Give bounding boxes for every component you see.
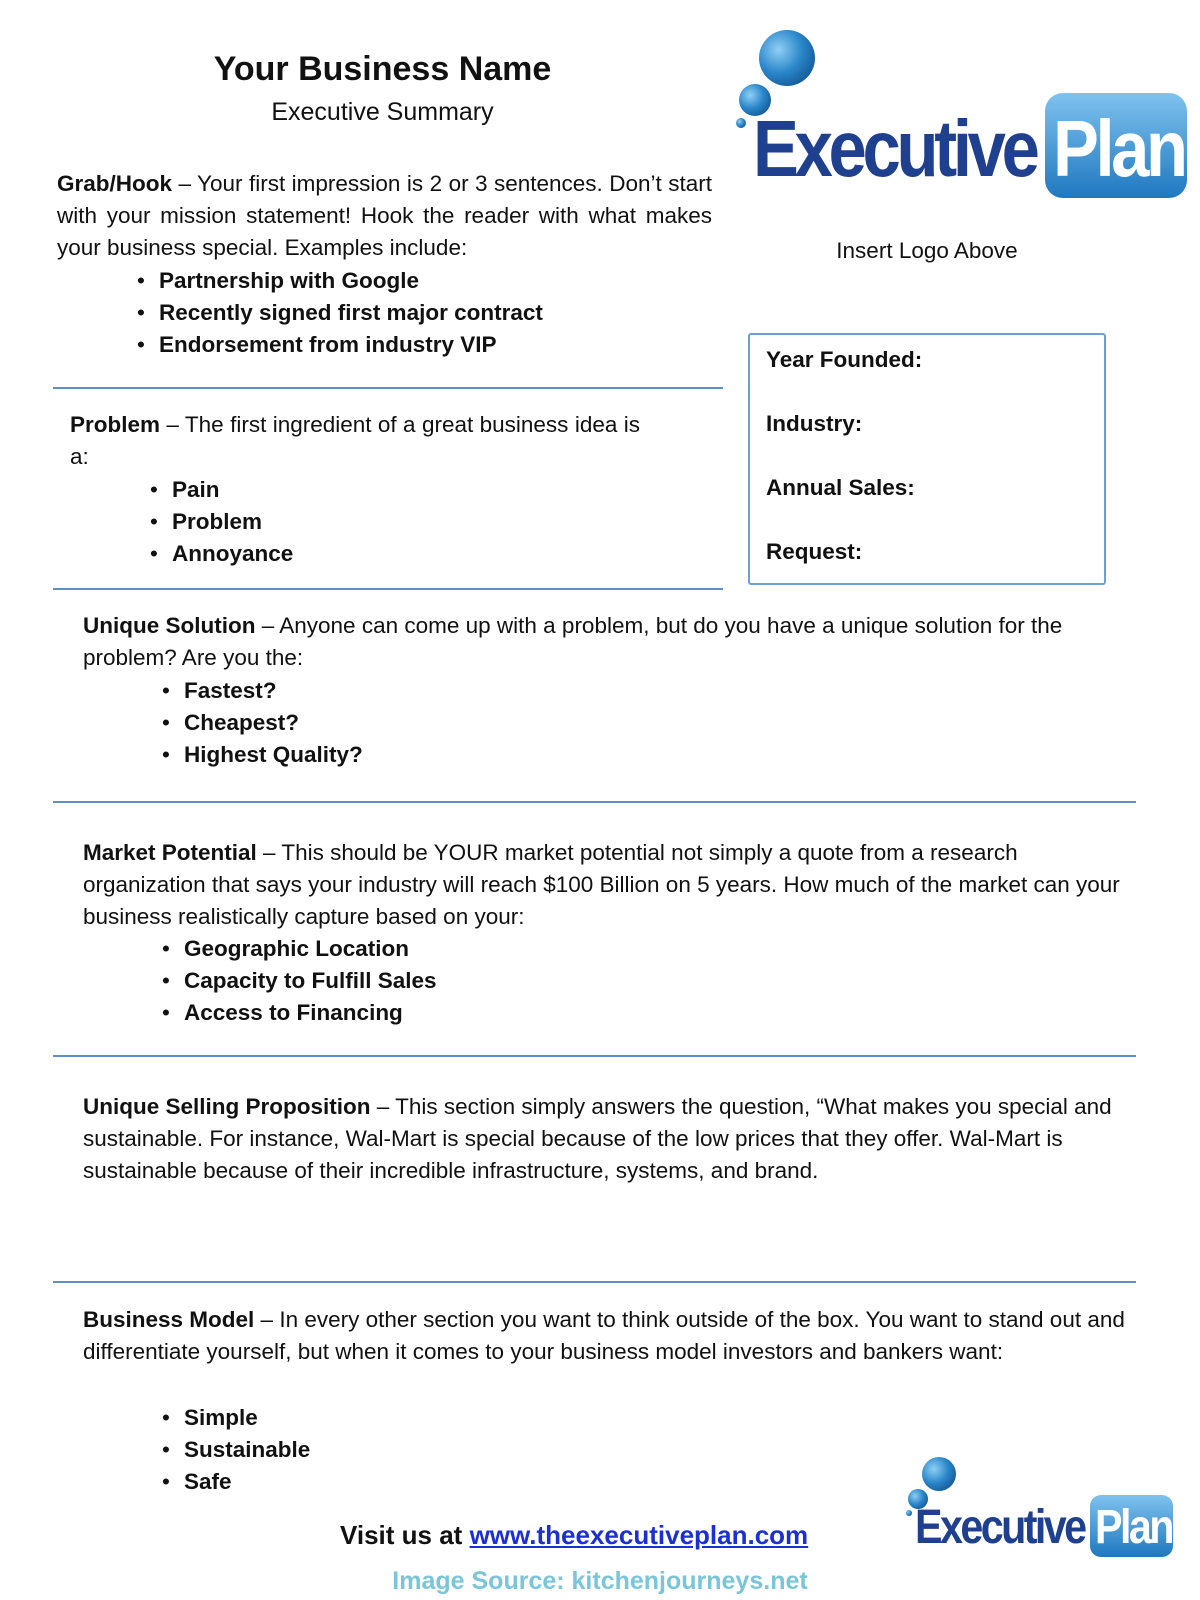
usp-heading: Unique Selling Proposition — [83, 1094, 371, 1119]
solution-bullets — [162, 675, 363, 771]
problem-paragraph — [70, 409, 640, 473]
list-item: • Sustainable — [162, 1434, 310, 1466]
list-item: • Simple — [162, 1402, 310, 1434]
visit-prefix: Visit us at — [340, 1520, 470, 1550]
list-item: • Annoyance — [150, 538, 293, 570]
executive-plan-logo — [735, 25, 1190, 205]
business-name-title: Your Business Name — [213, 50, 552, 88]
model-bullets — [162, 1402, 310, 1498]
section-divider — [53, 387, 723, 389]
section-divider — [53, 588, 723, 590]
logo-word-executive: Executive — [753, 104, 1036, 193]
list-item: • Recently signed first major contract — [137, 297, 543, 329]
model-paragraph — [83, 1304, 1133, 1368]
list-item: • Safe — [162, 1466, 310, 1498]
usp-paragraph — [83, 1091, 1133, 1187]
company-info-box — [748, 333, 1106, 585]
request-label: Request: — [766, 539, 863, 564]
usp-text: – This section simply answers the question, “What makes you special and sustainable. For instance, Wal-Mart is special because of the low prices that they offer. Wal-Mart is sustainable because of their incredible infrastructure, systems, and brand. — [83, 1094, 1112, 1183]
website-link[interactable]: www.theexecutiveplan.com — [469, 1520, 809, 1550]
market-bullets — [162, 933, 437, 1029]
executive-plan-logo-small — [905, 1455, 1175, 1560]
list-item: • Fastest? — [162, 675, 363, 707]
market-heading: Market Potential — [83, 840, 257, 865]
list-item: • Access to Financing — [162, 997, 437, 1029]
section-divider — [53, 1281, 1136, 1283]
problem-heading: Problem — [70, 412, 161, 437]
solution-text: – Anyone can come up with a problem, but do you have a unique solution for the problem? Are you the: — [83, 613, 1063, 670]
solution-heading: Unique Solution — [83, 613, 256, 638]
hook-bullets — [137, 265, 543, 361]
industry-label: Industry: — [766, 411, 863, 436]
year-founded-label: Year Founded: — [766, 347, 923, 372]
solution-paragraph — [83, 610, 1133, 674]
problem-bullets — [150, 474, 293, 570]
list-item: • Geographic Location — [162, 933, 437, 965]
list-item: • Cheapest? — [162, 707, 363, 739]
logo-caption: Insert Logo Above — [836, 238, 1018, 263]
model-text: – In every other section you want to think outside of the box. You want to stand out and differentiate yourself, but when it comes to your business model investors and bankers want: — [83, 1307, 1125, 1364]
hook-text: – Your first impression is 2 or 3 sentences. Don’t start with your mission statement! Hook the reader with what makes your business special. Examples include: — [57, 171, 712, 260]
section-divider — [53, 1055, 1136, 1057]
market-paragraph — [83, 837, 1133, 933]
hook-heading: Grab/Hook — [57, 171, 173, 196]
hook-paragraph — [57, 168, 712, 264]
visit-us-line — [340, 1520, 808, 1551]
image-source-caption: Image Source: kitchenjourneys.net — [392, 1567, 808, 1595]
model-heading: Business Model — [83, 1307, 255, 1332]
list-item: • Endorsement from industry VIP — [137, 329, 543, 361]
list-item: • Pain — [150, 474, 293, 506]
logo-word-plan: Plan — [1095, 1501, 1172, 1554]
logo-word-plan: Plan — [1053, 104, 1185, 193]
problem-text: – The first ingredient of a great business idea is a: — [70, 412, 640, 469]
document-subtitle: Executive Summary — [271, 98, 494, 126]
list-item: • Highest Quality? — [162, 739, 363, 771]
market-text: – This should be YOUR market potential not simply a quote from a research organization that says your industry will reach $100 Billion on 5 years. How much of the market can your business realistically capture based on your: — [83, 840, 1120, 929]
list-item: • Partnership with Google — [137, 265, 543, 297]
logo-word-executive: Executive — [915, 1501, 1085, 1554]
list-item: • Capacity to Fulfill Sales — [162, 965, 437, 997]
section-divider — [53, 801, 1136, 803]
list-item: • Problem — [150, 506, 293, 538]
annual-sales-label: Annual Sales: — [766, 475, 915, 500]
